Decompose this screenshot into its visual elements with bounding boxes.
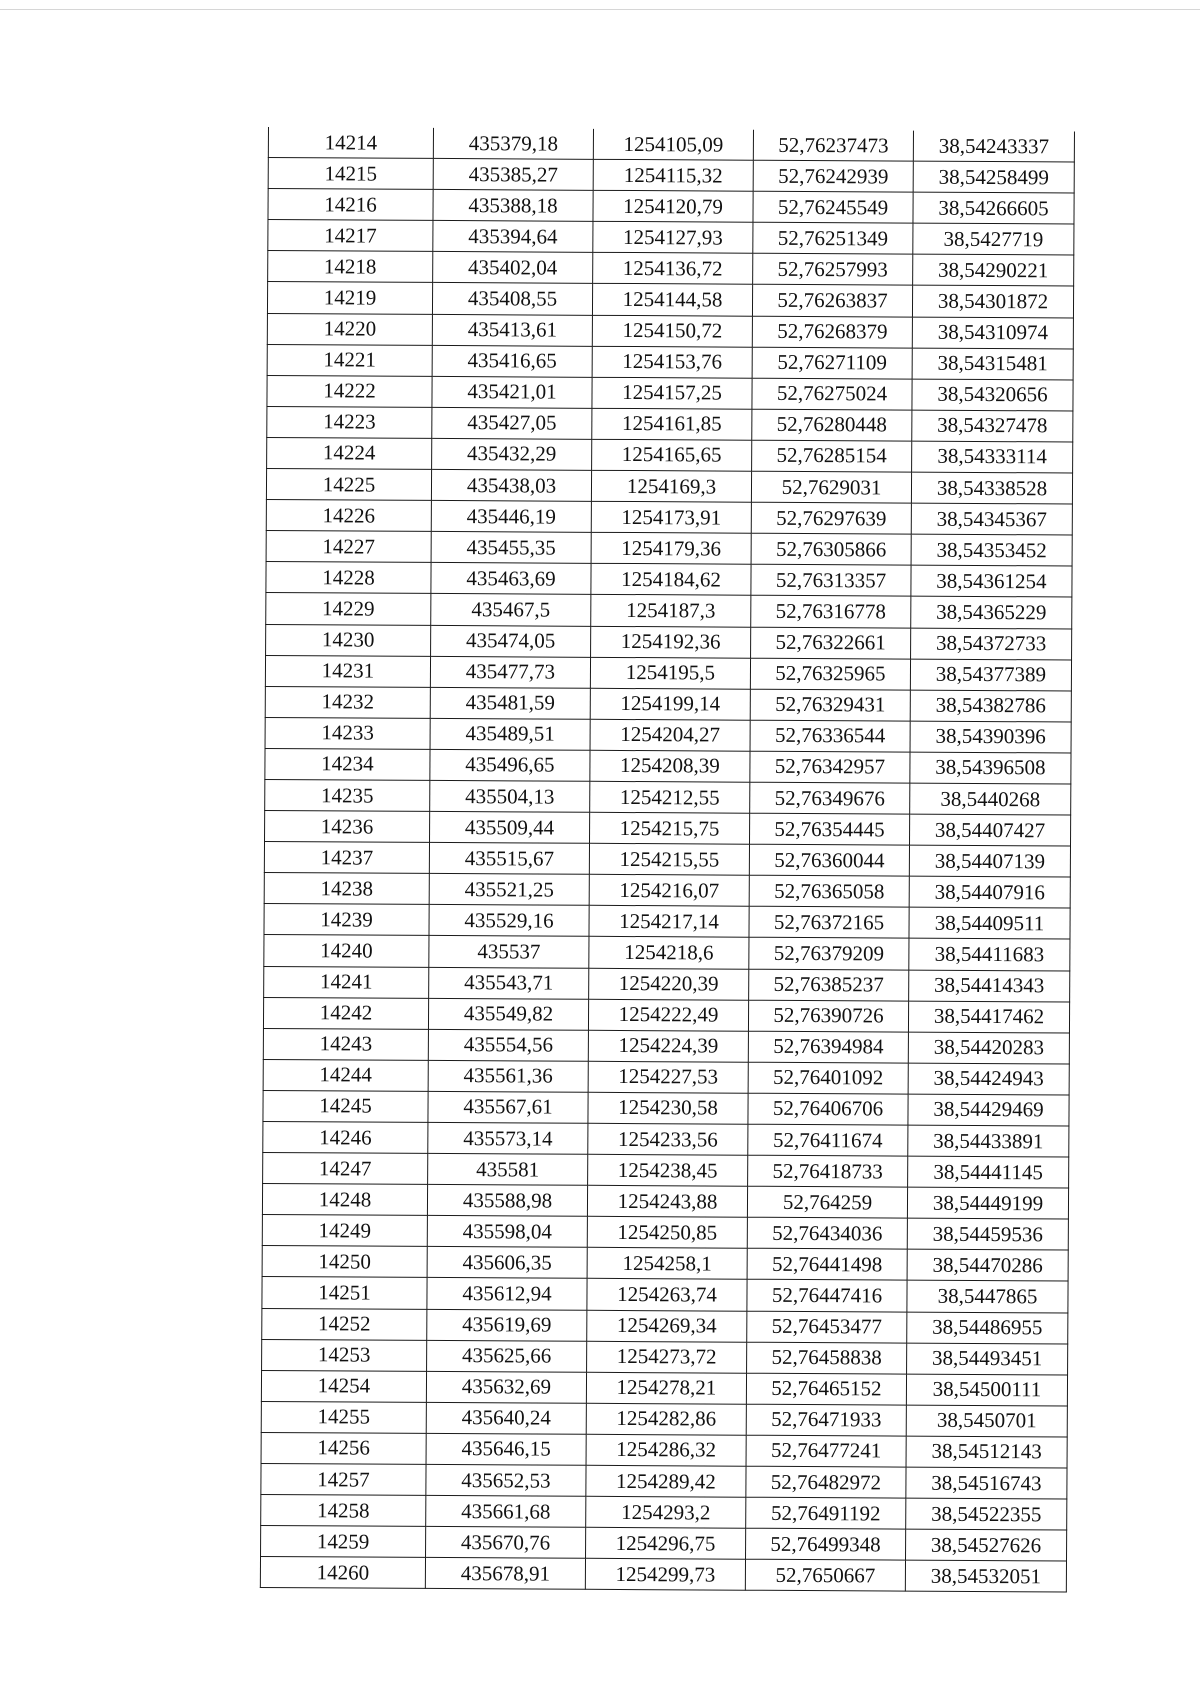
longitude-cell: 38,54338528 [911, 472, 1072, 504]
latitude-cell: 52,76322661 [751, 627, 911, 659]
longitude-cell: 38,54310974 [912, 317, 1073, 349]
table-row [262, 1215, 1068, 1251]
y-coordinate-cell: 1254173,91 [591, 501, 751, 533]
longitude-cell: 38,54414343 [909, 970, 1070, 1002]
x-coordinate-cell: 435379,18 [433, 128, 593, 159]
y-coordinate-cell: 1254136,72 [593, 253, 753, 285]
y-coordinate-cell: 1254204,27 [590, 719, 750, 751]
table-row [266, 624, 1072, 660]
latitude-cell: 52,76447416 [747, 1280, 907, 1312]
table-row [260, 1557, 1066, 1593]
x-coordinate-cell: 435481,59 [430, 687, 590, 719]
x-coordinate-cell: 435509,44 [430, 811, 590, 843]
longitude-cell: 38,54315481 [912, 348, 1073, 380]
x-coordinate-cell: 435619,69 [427, 1309, 587, 1341]
table-row [267, 437, 1073, 473]
y-coordinate-cell: 1254296,75 [586, 1528, 746, 1560]
longitude-cell: 38,54407916 [909, 876, 1070, 908]
x-coordinate-cell: 435463,69 [431, 563, 591, 595]
point-number-cell: 14254 [261, 1370, 426, 1402]
x-coordinate-cell: 435394,64 [433, 221, 593, 253]
latitude-cell: 52,76471933 [746, 1404, 906, 1436]
x-coordinate-cell: 435467,5 [431, 594, 591, 626]
longitude-cell: 38,54407139 [909, 845, 1070, 877]
y-coordinate-cell: 1254215,75 [590, 812, 750, 844]
latitude-cell: 52,76329431 [750, 689, 910, 721]
latitude-cell: 52,76360044 [749, 844, 909, 876]
latitude-cell: 52,76268379 [752, 316, 912, 348]
y-coordinate-cell: 1254212,55 [590, 781, 750, 813]
latitude-cell: 52,76401092 [748, 1062, 908, 1094]
x-coordinate-cell: 435496,65 [430, 749, 590, 781]
point-number-cell: 14238 [264, 873, 429, 905]
latitude-cell: 52,76385237 [749, 969, 909, 1001]
y-coordinate-cell: 1254208,39 [590, 750, 750, 782]
y-coordinate-cell: 1254127,93 [593, 222, 753, 254]
point-number-cell: 14244 [263, 1059, 428, 1091]
latitude-cell: 52,7629031 [751, 471, 911, 503]
y-coordinate-cell: 1254216,07 [589, 875, 749, 907]
point-number-cell: 14224 [267, 437, 432, 469]
x-coordinate-cell: 435640,24 [426, 1402, 586, 1434]
point-number-cell: 14229 [266, 593, 431, 625]
table-row [264, 842, 1070, 878]
y-coordinate-cell: 1254120,79 [593, 191, 753, 223]
table-row [265, 779, 1071, 815]
x-coordinate-cell: 435549,82 [428, 998, 588, 1030]
x-coordinate-cell: 435529,16 [429, 905, 589, 937]
latitude-cell: 52,76285154 [752, 440, 912, 472]
table-row [268, 220, 1074, 256]
x-coordinate-cell: 435652,53 [426, 1464, 586, 1496]
longitude-cell: 38,54459536 [907, 1218, 1068, 1250]
table-row [262, 1308, 1068, 1344]
point-number-cell: 14246 [263, 1121, 428, 1153]
y-coordinate-cell: 1254161,85 [592, 408, 752, 440]
longitude-cell: 38,54396508 [910, 752, 1071, 784]
table-row [266, 562, 1072, 598]
point-number-cell: 14258 [261, 1495, 426, 1527]
latitude-cell: 52,76297639 [751, 502, 911, 534]
table-row [267, 406, 1073, 442]
y-coordinate-cell: 1254227,53 [588, 1061, 748, 1093]
x-coordinate-cell: 435402,04 [433, 252, 593, 284]
point-number-cell: 14260 [260, 1557, 425, 1589]
y-coordinate-cell: 1254282,86 [586, 1403, 746, 1435]
point-number-cell: 14257 [261, 1464, 426, 1496]
latitude-cell: 52,76411674 [748, 1124, 908, 1156]
point-number-cell: 14227 [266, 531, 431, 563]
coordinates-table-body [260, 127, 1074, 1592]
y-coordinate-cell: 1254293,2 [586, 1496, 746, 1528]
point-number-cell: 14233 [265, 717, 430, 749]
longitude-cell: 38,54353452 [911, 534, 1072, 566]
y-coordinate-cell: 1254273,72 [587, 1341, 747, 1373]
longitude-cell: 38,54365229 [911, 597, 1072, 629]
latitude-cell: 52,76365058 [749, 875, 909, 907]
latitude-cell: 52,76372165 [749, 907, 909, 939]
latitude-cell: 52,76316778 [751, 596, 911, 628]
table-row [268, 158, 1074, 194]
latitude-cell: 52,76418733 [748, 1155, 908, 1187]
table-row [261, 1401, 1067, 1437]
point-number-cell: 14232 [265, 686, 430, 718]
y-coordinate-cell: 1254233,56 [588, 1123, 748, 1155]
longitude-cell: 38,54429469 [908, 1094, 1069, 1126]
y-coordinate-cell: 1254179,36 [591, 533, 751, 565]
x-coordinate-cell: 435427,05 [432, 407, 592, 439]
table-row [266, 500, 1072, 536]
y-coordinate-cell: 1254250,85 [587, 1217, 747, 1249]
y-coordinate-cell: 1254286,32 [586, 1434, 746, 1466]
x-coordinate-cell: 435606,35 [427, 1247, 587, 1279]
x-coordinate-cell: 435432,29 [432, 438, 592, 470]
longitude-cell: 38,54327478 [912, 410, 1073, 442]
point-number-cell: 14222 [267, 375, 432, 407]
point-number-cell: 14231 [265, 655, 430, 687]
latitude-cell: 52,76482972 [746, 1466, 906, 1498]
longitude-cell: 38,54420283 [908, 1032, 1069, 1064]
latitude-cell: 52,76336544 [750, 720, 910, 752]
table-row [266, 469, 1072, 505]
longitude-cell: 38,54345367 [911, 503, 1072, 535]
x-coordinate-cell: 435521,25 [429, 874, 589, 906]
latitude-cell: 52,76349676 [750, 782, 910, 814]
longitude-cell: 38,54500111 [906, 1374, 1067, 1406]
point-number-cell: 14249 [262, 1215, 427, 1247]
longitude-cell: 38,54377389 [910, 659, 1071, 691]
table-row [267, 344, 1073, 380]
x-coordinate-cell: 435612,94 [427, 1278, 587, 1310]
table-row [263, 1121, 1069, 1157]
y-coordinate-cell: 1254289,42 [586, 1465, 746, 1497]
latitude-cell: 52,76271109 [752, 347, 912, 379]
y-coordinate-cell: 1254217,14 [589, 906, 749, 938]
y-coordinate-cell: 1254222,49 [588, 999, 748, 1031]
latitude-cell: 52,76379209 [749, 938, 909, 970]
longitude-cell: 38,54522355 [906, 1498, 1067, 1530]
longitude-cell: 38,54449199 [907, 1187, 1068, 1219]
y-coordinate-cell: 1254195,5 [590, 657, 750, 689]
longitude-cell: 38,54470286 [907, 1249, 1068, 1281]
latitude-cell: 52,76406706 [748, 1093, 908, 1125]
point-number-cell: 14259 [261, 1526, 426, 1558]
latitude-cell: 52,76458838 [747, 1342, 907, 1374]
y-coordinate-cell: 1254199,14 [590, 688, 750, 720]
x-coordinate-cell: 435554,56 [428, 1029, 588, 1061]
point-number-cell: 14230 [266, 624, 431, 656]
y-coordinate-cell: 1254238,45 [588, 1154, 748, 1186]
latitude-cell: 52,76390726 [748, 1000, 908, 1032]
y-coordinate-cell: 1254115,32 [593, 159, 753, 191]
table-row [268, 251, 1074, 287]
point-number-cell: 14226 [266, 500, 431, 532]
x-coordinate-cell: 435388,18 [433, 190, 593, 222]
table-row [262, 1277, 1068, 1313]
longitude-cell: 38,54433891 [908, 1125, 1069, 1157]
longitude-cell: 38,5450701 [906, 1405, 1067, 1437]
y-coordinate-cell: 1254299,73 [585, 1559, 745, 1591]
table-row [261, 1432, 1067, 1468]
x-coordinate-cell: 435408,55 [432, 283, 592, 315]
x-coordinate-cell: 435661,68 [426, 1496, 586, 1528]
y-coordinate-cell: 1254269,34 [587, 1310, 747, 1342]
x-coordinate-cell: 435477,73 [430, 656, 590, 688]
latitude-cell: 52,7650667 [745, 1560, 905, 1592]
longitude-cell: 38,54333114 [912, 441, 1073, 473]
point-number-cell: 14239 [264, 904, 429, 936]
x-coordinate-cell: 435567,61 [428, 1091, 588, 1123]
longitude-cell: 38,54424943 [908, 1063, 1069, 1095]
x-coordinate-cell: 435489,51 [430, 718, 590, 750]
table-row [263, 997, 1069, 1033]
table-row [267, 313, 1073, 349]
point-number-cell: 14245 [263, 1090, 428, 1122]
point-number-cell: 14221 [267, 344, 432, 376]
longitude-cell: 38,54382786 [910, 690, 1071, 722]
table-row [267, 375, 1073, 411]
latitude-cell: 52,76453477 [747, 1311, 907, 1343]
x-coordinate-cell: 435598,04 [427, 1216, 587, 1248]
point-number-cell: 14237 [264, 842, 429, 874]
longitude-cell: 38,54411683 [909, 939, 1070, 971]
y-coordinate-cell: 1254243,88 [587, 1185, 747, 1217]
point-number-cell: 14255 [261, 1401, 426, 1433]
table-row [266, 593, 1072, 629]
longitude-cell: 38,54407427 [909, 814, 1070, 846]
latitude-cell: 52,76342957 [750, 751, 910, 783]
point-number-cell: 14228 [266, 562, 431, 594]
latitude-cell: 52,76275024 [752, 378, 912, 410]
y-coordinate-cell: 1254153,76 [592, 346, 752, 378]
y-coordinate-cell: 1254263,74 [587, 1279, 747, 1311]
point-number-cell: 14256 [261, 1432, 426, 1464]
longitude-cell: 38,54243337 [913, 131, 1074, 162]
longitude-cell: 38,54417462 [908, 1001, 1069, 1033]
point-number-cell: 14241 [264, 966, 429, 998]
latitude-cell: 52,76491192 [746, 1497, 906, 1529]
longitude-cell: 38,54320656 [912, 379, 1073, 411]
point-number-cell: 14215 [268, 158, 433, 190]
table-row [266, 531, 1072, 567]
longitude-cell: 38,54372733 [911, 628, 1072, 660]
y-coordinate-cell: 1254220,39 [589, 968, 749, 1000]
y-coordinate-cell: 1254165,65 [592, 439, 752, 471]
latitude-cell: 52,76441498 [747, 1249, 907, 1281]
coordinates-table [260, 127, 1075, 1593]
table-row [261, 1526, 1067, 1562]
longitude-cell: 38,54532051 [905, 1560, 1066, 1592]
point-number-cell: 14218 [268, 251, 433, 283]
y-coordinate-cell: 1254184,62 [591, 564, 751, 596]
point-number-cell: 14252 [262, 1308, 427, 1340]
latitude-cell: 52,76499348 [746, 1528, 906, 1560]
point-number-cell: 14248 [262, 1184, 427, 1216]
point-number-cell: 14242 [263, 997, 428, 1029]
table-row [267, 282, 1073, 318]
table-row [265, 717, 1071, 753]
point-number-cell: 14240 [264, 935, 429, 967]
longitude-cell: 38,54301872 [912, 286, 1073, 318]
point-number-cell: 14220 [267, 313, 432, 345]
latitude-cell: 52,76305866 [751, 533, 911, 565]
table-row [262, 1246, 1068, 1282]
longitude-cell: 38,5447865 [907, 1281, 1068, 1313]
latitude-cell: 52,76465152 [746, 1373, 906, 1405]
point-number-cell: 14216 [268, 189, 433, 221]
latitude-cell: 52,76257993 [753, 254, 913, 286]
table-row [262, 1184, 1068, 1220]
y-coordinate-cell: 1254215,55 [589, 843, 749, 875]
table-row [261, 1370, 1067, 1406]
table-row [268, 189, 1074, 225]
x-coordinate-cell: 435646,15 [426, 1433, 586, 1465]
table-row [261, 1495, 1067, 1531]
latitude-cell: 52,76313357 [751, 565, 911, 597]
x-coordinate-cell: 435670,76 [426, 1527, 586, 1559]
longitude-cell: 38,54527626 [906, 1529, 1067, 1561]
point-number-cell: 14235 [265, 779, 430, 811]
point-number-cell: 14247 [263, 1153, 428, 1185]
x-coordinate-cell: 435416,65 [432, 345, 592, 377]
table-row [261, 1464, 1067, 1500]
latitude-cell: 52,76354445 [750, 813, 910, 845]
x-coordinate-cell: 435573,14 [428, 1122, 588, 1154]
longitude-cell: 38,54258499 [913, 161, 1074, 193]
latitude-cell: 52,76325965 [750, 658, 910, 690]
latitude-cell: 52,76242939 [753, 160, 913, 192]
y-coordinate-cell: 1254192,36 [591, 626, 751, 658]
table-row [268, 127, 1074, 162]
table-row [265, 686, 1071, 722]
x-coordinate-cell: 435678,91 [425, 1558, 585, 1590]
table-row [262, 1339, 1068, 1375]
longitude-cell: 38,54390396 [910, 721, 1071, 753]
longitude-cell: 38,54493451 [907, 1343, 1068, 1375]
x-coordinate-cell: 435413,61 [432, 314, 592, 346]
y-coordinate-cell: 1254187,3 [591, 595, 751, 627]
longitude-cell: 38,54361254 [911, 565, 1072, 597]
longitude-cell: 38,5440268 [910, 783, 1071, 815]
table-row [264, 935, 1070, 971]
latitude-cell: 52,764259 [747, 1186, 907, 1218]
point-number-cell: 14253 [262, 1339, 427, 1371]
longitude-cell: 38,54290221 [913, 254, 1074, 286]
point-number-cell: 14217 [268, 220, 433, 252]
x-coordinate-cell: 435588,98 [427, 1185, 587, 1217]
table-row [265, 655, 1071, 691]
y-coordinate-cell: 1254218,6 [589, 937, 749, 969]
table-row [263, 1028, 1069, 1064]
point-number-cell: 14234 [265, 748, 430, 780]
table-row [263, 1059, 1069, 1095]
latitude-cell: 52,76477241 [746, 1435, 906, 1467]
y-coordinate-cell: 1254258,1 [587, 1248, 747, 1280]
longitude-cell: 38,54266605 [913, 192, 1074, 224]
x-coordinate-cell: 435504,13 [430, 780, 590, 812]
x-coordinate-cell: 435446,19 [431, 501, 591, 533]
point-number-cell: 14251 [262, 1277, 427, 1309]
point-number-cell: 14225 [266, 469, 431, 501]
table-row [264, 873, 1070, 909]
point-number-cell: 14219 [267, 282, 432, 314]
longitude-cell: 38,54441145 [908, 1156, 1069, 1188]
y-coordinate-cell: 1254157,25 [592, 377, 752, 409]
point-number-cell: 14243 [263, 1028, 428, 1060]
latitude-cell: 52,76394984 [748, 1031, 908, 1063]
x-coordinate-cell: 435438,03 [431, 469, 591, 501]
point-number-cell: 14250 [262, 1246, 427, 1278]
point-number-cell: 14214 [268, 127, 433, 159]
table-row [264, 904, 1070, 940]
y-coordinate-cell: 1254224,39 [588, 1030, 748, 1062]
table-row [265, 811, 1071, 847]
x-coordinate-cell: 435385,27 [433, 159, 593, 191]
x-coordinate-cell: 435474,05 [431, 625, 591, 657]
point-number-cell: 14236 [265, 811, 430, 843]
table-row [263, 1153, 1069, 1189]
latitude-cell: 52,76280448 [752, 409, 912, 441]
x-coordinate-cell: 435455,35 [431, 532, 591, 564]
latitude-cell: 52,76237473 [753, 130, 913, 161]
y-coordinate-cell: 1254144,58 [592, 284, 752, 316]
point-number-cell: 14223 [267, 406, 432, 438]
latitude-cell: 52,76434036 [747, 1217, 907, 1249]
x-coordinate-cell: 435625,66 [427, 1340, 587, 1372]
longitude-cell: 38,54516743 [906, 1467, 1067, 1499]
y-coordinate-cell: 1254105,09 [593, 129, 753, 160]
y-coordinate-cell: 1254230,58 [588, 1092, 748, 1124]
table-row [265, 748, 1071, 784]
y-coordinate-cell: 1254278,21 [586, 1372, 746, 1404]
latitude-cell: 52,76263837 [752, 285, 912, 317]
y-coordinate-cell: 1254150,72 [592, 315, 752, 347]
table-row [263, 1090, 1069, 1126]
y-coordinate-cell: 1254169,3 [591, 470, 751, 502]
longitude-cell: 38,54409511 [909, 907, 1070, 939]
x-coordinate-cell: 435561,36 [428, 1060, 588, 1092]
x-coordinate-cell: 435581 [428, 1154, 588, 1186]
latitude-cell: 52,76245549 [753, 191, 913, 223]
longitude-cell: 38,54512143 [906, 1436, 1067, 1468]
latitude-cell: 52,76251349 [753, 222, 913, 254]
table-row [264, 966, 1070, 1002]
x-coordinate-cell: 435537 [429, 936, 589, 968]
x-coordinate-cell: 435421,01 [432, 376, 592, 408]
longitude-cell: 38,54486955 [907, 1312, 1068, 1344]
longitude-cell: 38,5427719 [913, 223, 1074, 255]
x-coordinate-cell: 435515,67 [429, 843, 589, 875]
x-coordinate-cell: 435543,71 [429, 967, 589, 999]
x-coordinate-cell: 435632,69 [426, 1371, 586, 1403]
